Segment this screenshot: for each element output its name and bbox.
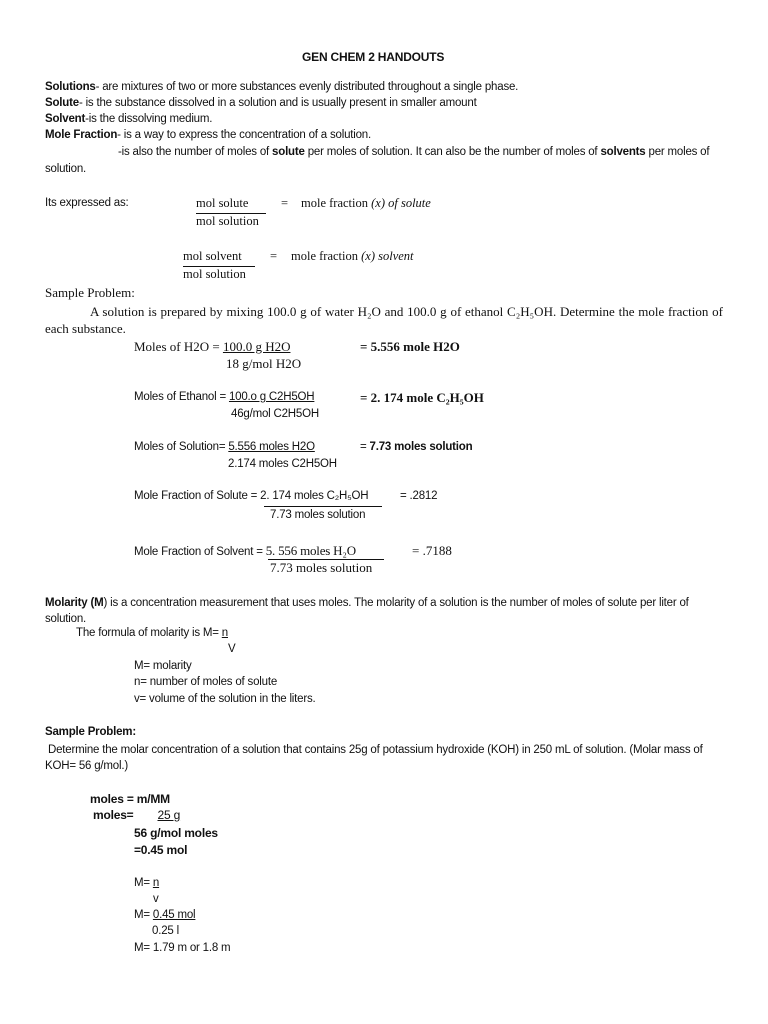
sample1-problem: A solution is prepared by mixing 100.0 g of water H₂O and 100.0 g of ethanol C₂H₅OH. Determine the mole fraction of each substance.: [45, 304, 723, 336]
def-solutions: [45, 81, 518, 93]
molarity-def-v: v= volume of the solution in the liters.: [134, 693, 316, 705]
s2-l7-label: M=: [134, 909, 153, 921]
s1-result: = 5.556 mole H2O: [360, 339, 460, 354]
mf-line2-solvents: solvents: [600, 146, 646, 158]
s2-l5-label: M=: [134, 877, 153, 889]
f1-rhs-italic: (x) of solute: [371, 196, 431, 210]
sample1-heading: Sample Problem:: [45, 285, 135, 300]
f2-rhs-italic: (x) solvent: [361, 249, 414, 263]
molarity-formula: [76, 627, 234, 639]
molarity-text: ) is a concentration measurement that uses moles. The molarity of a solution is the number of moles of solute per liter of solution.: [45, 597, 689, 625]
mf-line2-c: per moles of: [645, 146, 710, 158]
s2-l7: [134, 909, 201, 921]
s2-l3: 56 g/mol moles: [134, 826, 218, 840]
s4-label: Mole Fraction of Solute =: [134, 490, 261, 502]
s1-line: [134, 339, 290, 355]
s5-numerator: 5. 556 moles H₂O: [265, 543, 356, 558]
s1-numerator: 100.0 g H2O: [222, 339, 291, 354]
molarity-formula-denominator: V: [228, 643, 236, 655]
s3-label: Moles of Solution=: [134, 441, 229, 453]
sample2-problem: Determine the molar concentration of a solution that contains 25g of potassium hydroxide (KOH) in 250 mL of solution. (Molar mass of KOH= 56 g/mol.): [45, 744, 703, 772]
def-mole-fraction: [45, 129, 371, 141]
mole-fraction-text: - is a way to express the concentration of a solution.: [117, 129, 371, 141]
s2-l4: =0.45 mol: [134, 843, 188, 857]
s3-denominator: 2.174 moles C2H5OH: [228, 458, 337, 470]
molarity-def-m: M= molarity: [134, 660, 192, 672]
solutions-term: Solutions: [45, 81, 96, 93]
s1-denominator: 18 g/mol H2O: [226, 356, 302, 371]
f2-denominator: mol solution: [183, 267, 246, 281]
solute-text: - is the substance dissolved in a solution and is usually present in smaller amount: [78, 97, 477, 109]
mole-fraction-term: Mole Fraction: [45, 129, 118, 141]
mole-fraction-line3: solution.: [45, 163, 87, 175]
molarity-formula-label: The formula of molarity is M=: [76, 627, 222, 639]
s3-line: [134, 441, 325, 453]
s5-line: [134, 543, 356, 559]
molarity-def-n: n= number of moles of solute: [134, 676, 278, 688]
s2-l2-numerator: 25 g: [157, 808, 181, 822]
f1-rhs-text: mole fraction: [301, 196, 372, 210]
f1-denominator: mol solution: [196, 214, 259, 228]
solute-term: Solute: [45, 97, 79, 109]
s4-denominator: 7.73 moles solution: [270, 509, 366, 521]
mf-line2-b: per moles of solution. It can also be the number of moles of: [304, 146, 601, 158]
s2-result: = 2. 174 mole C₂H₅OH: [360, 390, 484, 405]
s2-l2: [93, 808, 192, 822]
def-solute: [45, 97, 477, 109]
s3-result-line: [360, 441, 472, 453]
s2-l5-numerator: n: [152, 877, 160, 889]
expressed-label: Its expressed as:: [45, 197, 129, 209]
s5-label: Mole Fraction of Solvent =: [134, 546, 266, 558]
def-solvent: [45, 113, 212, 125]
mf-line2-solute: solute: [272, 146, 305, 158]
s2-line: [134, 391, 314, 403]
f1-rhs: [301, 196, 431, 211]
molarity-paragraph: [45, 595, 723, 627]
f2-rhs: [291, 249, 414, 264]
s2-label: Moles of Ethanol =: [134, 391, 229, 403]
s5-denominator: 7.73 moles solution: [270, 560, 373, 575]
solvent-text: -is the dissolving medium.: [85, 113, 213, 125]
s2-l6: v: [153, 893, 159, 905]
sample2-heading: Sample Problem:: [45, 726, 136, 738]
page-title: GEN CHEM 2 HANDOUTS: [302, 50, 445, 64]
s1-label: Moles of H2O =: [134, 339, 223, 354]
molarity-term: Molarity (M: [45, 597, 104, 609]
s5-result: = .7188: [412, 543, 452, 558]
solutions-text: - are mixtures of two or more substances evenly distributed throughout a single phase.: [95, 81, 519, 93]
s2-numerator: 100.o g C2H5OH: [228, 391, 315, 403]
s3-numerator: 5.556 moles H2O: [228, 441, 315, 453]
s2-l8: 0.25 l: [152, 925, 179, 937]
f1-equals: =: [281, 196, 289, 210]
molarity-formula-numerator: n: [221, 627, 228, 639]
f2-rhs-text: mole fraction: [291, 249, 362, 263]
f2-equals: =: [270, 249, 278, 263]
s3-result-eq: =: [360, 441, 370, 453]
s4-result: = .2812: [400, 490, 438, 502]
mole-fraction-line2: [118, 146, 709, 158]
mf-line2-a: -is also the number of moles of: [118, 146, 273, 158]
s2-l2-label: moles=: [93, 808, 134, 822]
s2-l9: M= 1.79 m or 1.8 m: [134, 942, 231, 954]
solvent-term: Solvent: [45, 113, 86, 125]
s2-l5: [134, 877, 167, 889]
f1-numerator: mol solute: [196, 196, 249, 210]
s2-l7-numerator: 0.45 mol: [152, 909, 196, 921]
f2-numerator: mol solvent: [183, 249, 242, 263]
s3-result: 7.73 moles solution: [369, 441, 473, 453]
s4-line: [134, 490, 368, 502]
s4-numerator: 2. 174 moles C₂H₅OH: [260, 490, 369, 502]
s2-l1: moles = m/MM: [90, 792, 170, 806]
s4-fraction-bar: [264, 506, 382, 507]
s2-denominator: 46g/mol C2H5OH: [231, 408, 319, 420]
